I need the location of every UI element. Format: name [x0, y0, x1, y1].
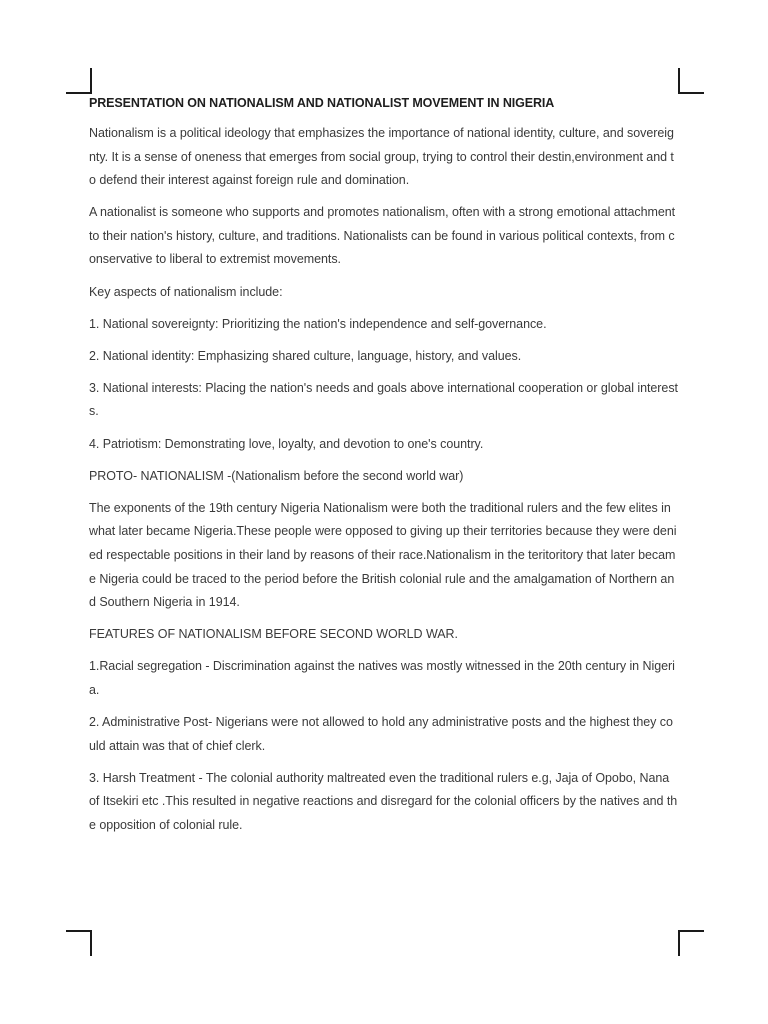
paragraph-nationalism-definition: Nationalism is a political ideology that emphasizes the importance of national identity, culture, and sovereignty. It is a sense of oneness that emerges from social group, trying to control their destin,environment and to defend their interest against foreign rule and domination.: [89, 126, 674, 188]
crop-mark-bottom-right: [678, 930, 704, 956]
crop-mark-top-left: [66, 68, 92, 94]
list-item-patriotism: 4. Patriotism: Demonstrating love, loyalty, and devotion to one's country.: [89, 436, 484, 451]
paragraph-exponents: The exponents of the 19th century Nigeria Nationalism were both the traditional rulers and the few elites in what later became Nigeria.These people were opposed to giving up their territories because they were denied respectable positions in their land by reasons of their race.Nationalism in the teritoritory that later became Nigeria could be traced to the period before the British colonial rule and the amalgamation of Northern and Southern Nigeria in 1914.: [89, 500, 677, 610]
paragraph-nationalist-definition: A nationalist is someone who supports and promotes nationalism, often with a strong emotional attachment to their nation's history, culture, and traditions. Nationalists can be found in various political contexts, from conservative to liberal to extremist movements.: [89, 205, 676, 267]
feature-harsh-treatment: 3. Harsh Treatment - The colonial authority maltreated even the traditional rulers e.g, Jaja of Opobo, Nana of Itsekiri etc .This resulted in negative reactions and disregard for the colonial officers by the natives and the opposition of colonial rule.: [89, 770, 678, 832]
list-item-interests: 3. National interests: Placing the nation's needs and goals above international cooperation or global interests.: [89, 380, 678, 419]
paragraph-key-aspects-intro: Key aspects of nationalism include:: [89, 284, 283, 299]
crop-mark-bottom-left: [66, 930, 92, 956]
section-heading-features: FEATURES OF NATIONALISM BEFORE SECOND WORLD WAR.: [89, 627, 458, 642]
document-body: [89, 94, 679, 846]
document-title: PRESENTATION ON NATIONALISM AND NATIONALIST MOVEMENT IN NIGERIA: [89, 96, 555, 110]
feature-racial-segregation: 1.Racial segregation - Discrimination against the natives was mostly witnessed in the 20th century in Nigeria.: [89, 659, 675, 697]
crop-mark-top-right: [678, 68, 704, 94]
list-item-identity: 2. National identity: Emphasizing shared culture, language, history, and values.: [89, 348, 522, 363]
feature-administrative-post: 2. Administrative Post- Nigerians were not allowed to hold any administrative posts and the highest they could attain was that of chief clerk.: [89, 714, 673, 753]
section-heading-proto-nationalism: PROTO- NATIONALISM -(Nationalism before the second world war): [89, 468, 464, 483]
list-item-sovereignty: 1. National sovereignty: Prioritizing the nation's independence and self-governance.: [89, 316, 547, 331]
